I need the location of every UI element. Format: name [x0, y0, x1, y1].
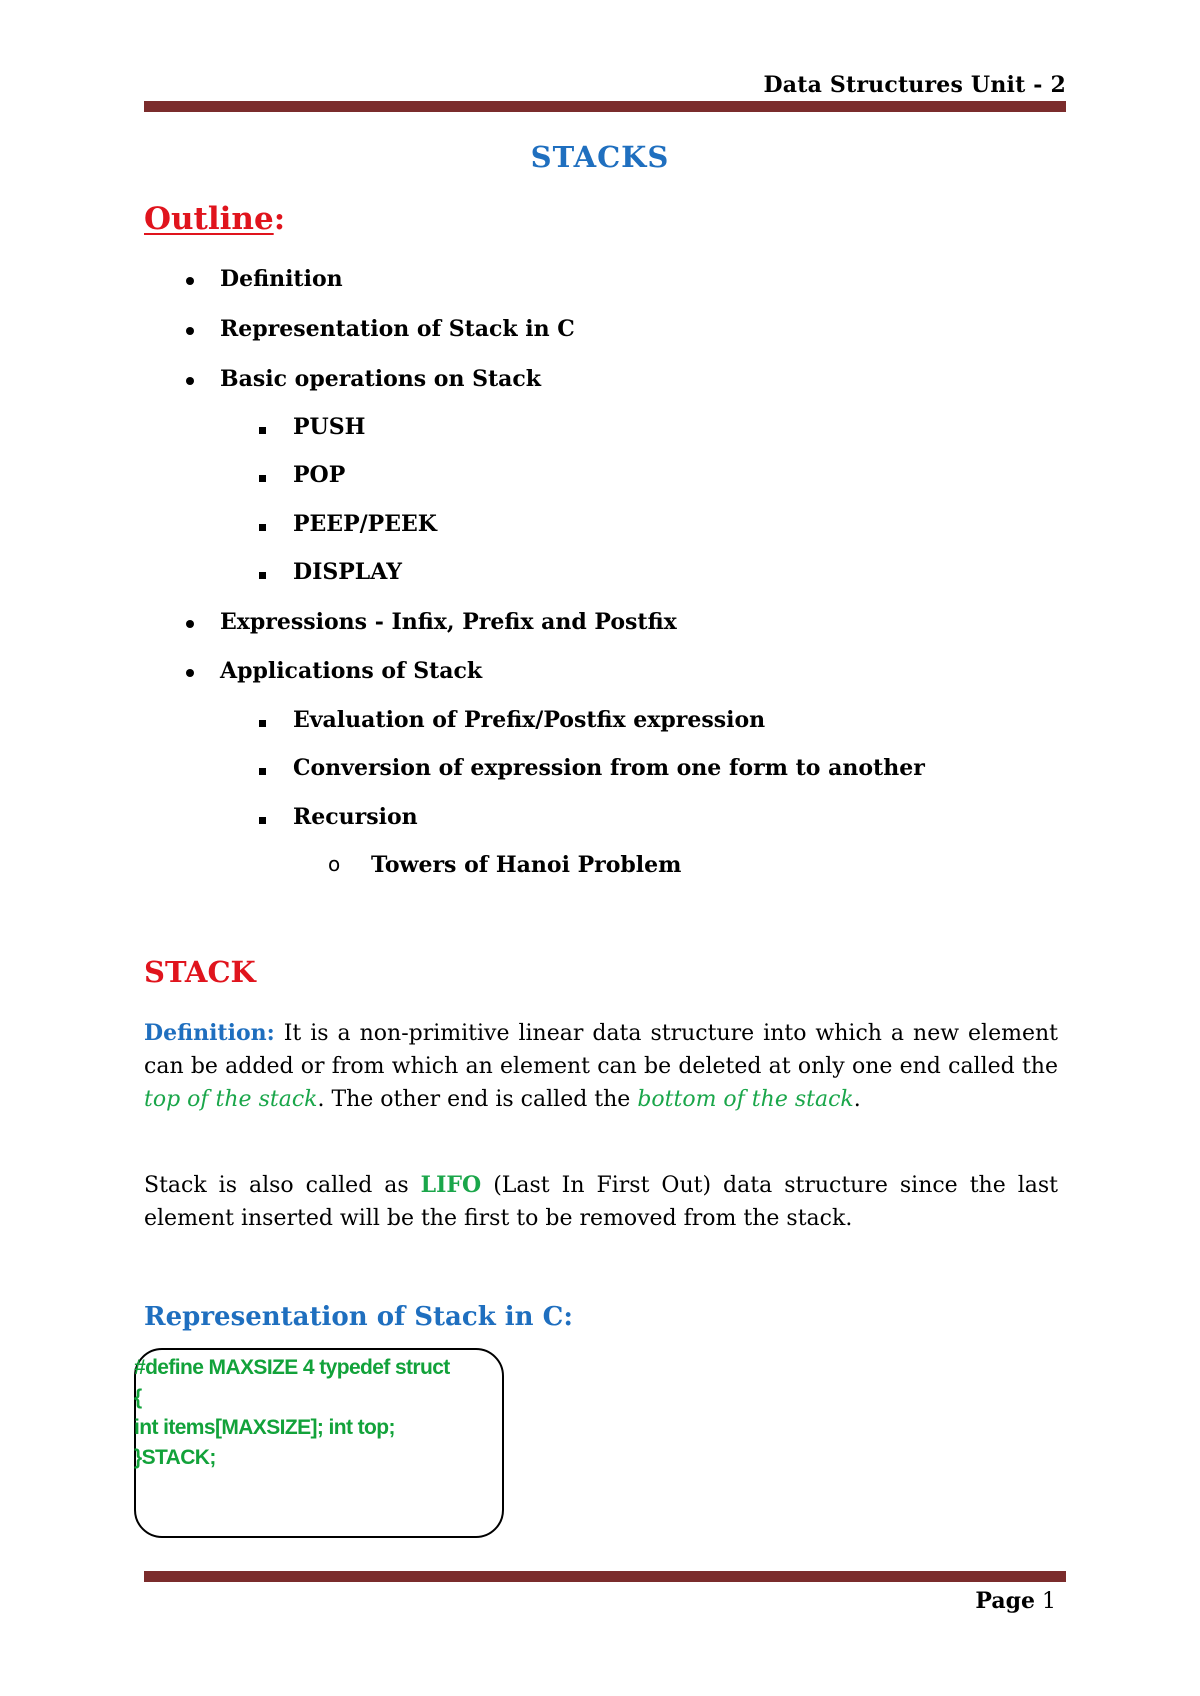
outline-heading-text: Outline	[144, 201, 274, 237]
lifo-paragraph	[144, 1169, 1058, 1235]
running-header: Data Structures Unit - 2	[763, 72, 1066, 98]
outline-item: Definition	[220, 266, 343, 292]
outline-subitem: PEEP/PEEK	[293, 511, 437, 537]
bullet-dot-icon	[186, 377, 194, 385]
code-line: #define MAXSIZE 4 typedef struct	[134, 1356, 450, 1379]
page-number	[975, 1588, 1056, 1614]
bullet-square-icon	[259, 817, 266, 824]
outline-subitem: POP	[293, 462, 346, 488]
outline-item: Basic operations on Stack	[220, 366, 542, 392]
bottom-of-stack-term: bottom of the stack	[637, 1087, 854, 1112]
representation-heading: Representation of Stack in C:	[144, 1302, 573, 1332]
outline-heading-colon: :	[273, 201, 286, 237]
outline-heading	[144, 201, 285, 237]
lifo-label: LIFO	[420, 1172, 482, 1198]
outline-subitem: PUSH	[293, 414, 366, 440]
bullet-square-icon	[259, 572, 266, 579]
bullet-dot-icon	[186, 620, 194, 628]
definition-text: . The other end is called the	[317, 1087, 638, 1112]
page-number-value: 1	[1042, 1589, 1056, 1614]
lifo-text: Stack is also called as	[144, 1173, 421, 1198]
bullet-dot-icon	[186, 277, 194, 285]
outline-subsubitem: Towers of Hanoi Problem	[371, 852, 682, 878]
page-title: STACKS	[530, 140, 670, 174]
code-line: int items[MAXSIZE]; int top;	[134, 1416, 395, 1439]
definition-paragraph	[144, 1017, 1058, 1116]
top-of-stack-term: top of the stack	[144, 1087, 318, 1112]
bullet-square-icon	[259, 768, 266, 775]
bullet-square-icon	[259, 524, 266, 531]
bullet-circle-icon: o	[328, 852, 341, 876]
outline-subitem: Conversion of expression from one form to another	[293, 755, 925, 781]
definition-text: .	[853, 1087, 861, 1112]
lifo-text: (Last In First Out) data structure since the last element inserted will be the first to be removed from the stack.	[144, 1173, 1058, 1231]
bullet-square-icon	[259, 427, 266, 434]
bullet-dot-icon	[186, 327, 194, 335]
outline-subitem: DISPLAY	[293, 559, 402, 585]
definition-text: It is a non-primitive linear data structure into which a new element can be added or from which an element can be deleted at only one end called the	[144, 1021, 1058, 1079]
page-label: Page	[975, 1588, 1035, 1614]
bullet-square-icon	[259, 475, 266, 482]
definition-label: Definition:	[144, 1020, 275, 1046]
header-rule	[144, 101, 1066, 112]
footer-rule	[144, 1571, 1066, 1582]
bullet-square-icon	[259, 720, 266, 727]
section-heading-stack: STACK	[144, 955, 256, 989]
bullet-dot-icon	[186, 669, 194, 677]
outline-subitem: Recursion	[293, 804, 418, 830]
outline-item: Expressions - Infix, Prefix and Postfix	[220, 609, 677, 635]
code-line: {	[134, 1386, 142, 1409]
code-line: }STACK;	[134, 1446, 216, 1469]
outline-item: Applications of Stack	[220, 658, 483, 684]
outline-subitem: Evaluation of Prefix/Postfix expression	[293, 707, 766, 733]
outline-item: Representation of Stack in C	[220, 316, 575, 342]
